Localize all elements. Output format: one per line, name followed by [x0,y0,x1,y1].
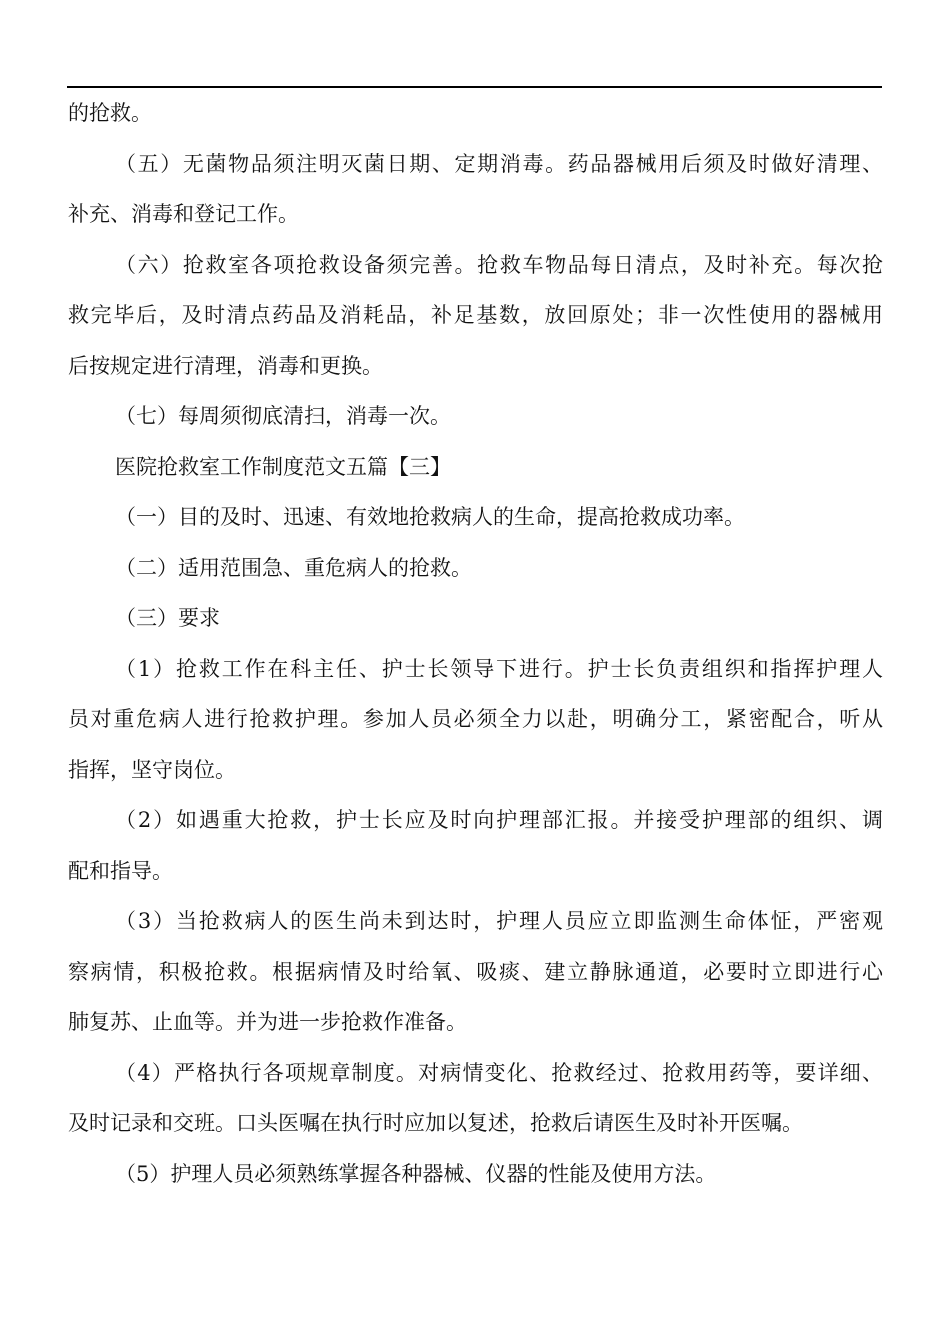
text-line: 补充、消毒和登记工作。 [68,202,299,226]
text-line: 肺复苏、止血等。并为进一步抢救作准备。 [68,1010,467,1034]
text-line: （七）每周须彻底清扫，消毒一次。 [115,404,451,428]
text-line: 察病情，积极抢救。根据病情及时给氧、吸痰、建立静脉通道，必要时立即进行心 [68,959,883,984]
text-line: （3）当抢救病人的医生尚未到达时，护理人员应立即监测生命体怔，严密观 [115,909,883,933]
text-line: 员对重危病人进行抢救护理。参加人员必须全力以赴，明确分工，紧密配合，听从 [68,707,883,731]
text-line: 的抢救。 [68,101,152,125]
text-line: （二）适用范围急、重危病人的抢救。 [115,555,472,580]
text-line: （一）目的及时、迅速、有效地抢救病人的生命，提高抢救成功率。 [115,505,745,529]
text-line: （5）护理人员必须熟练掌握各种器械、仪器的性能及使用方法。 [115,1161,717,1186]
text-line: （4）严格执行各项规章制度。对病情变化、抢救经过、抢救用药等，要详细、 [115,1060,883,1085]
text-line: （三）要求 [115,606,220,630]
section-heading: 医院抢救室工作制度范文五篇【三】 [115,454,451,479]
text-line: 指挥，坚守岗位。 [68,757,236,782]
text-line: （1）抢救工作在科主任、护士长领导下进行。护士长负责组织和指挥护理人 [115,656,883,681]
text-line: 配和指导。 [68,858,173,883]
text-line: 救完毕后，及时清点药品及消耗品，补足基数，放回原处；非一次性使用的器械用 [68,303,883,327]
text-line: 后按规定进行清理，消毒和更换。 [68,353,383,378]
document-body [68,88,883,1199]
text-line: （2）如遇重大抢救，护士长应及时向护理部汇报。并接受护理部的组织、调 [115,808,883,832]
text-line: 及时记录和交班。口头医嘱在执行时应加以复述，抢救后请医生及时补开医嘱。 [68,1111,803,1135]
text-line: （五）无菌物品须注明灭菌日期、定期消毒。药品器械用后须及时做好清理、 [115,151,883,176]
text-line: （六）抢救室各项抢救设备须完善。抢救车物品每日清点，及时补充。每次抢 [115,252,883,277]
